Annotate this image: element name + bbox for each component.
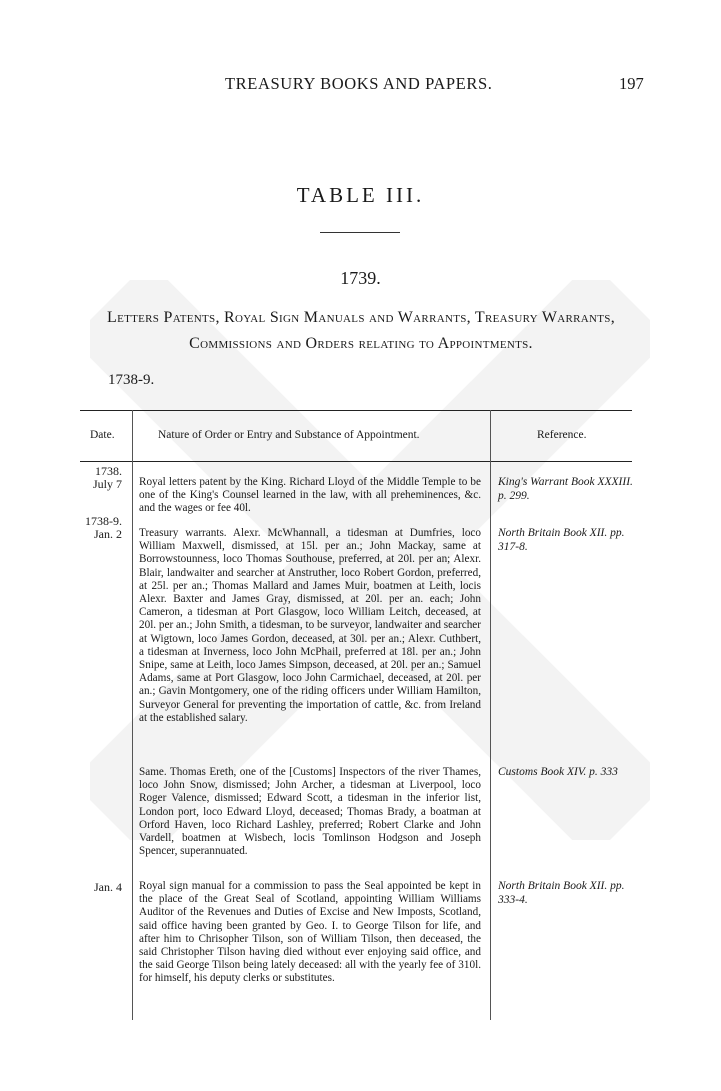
table-top-rule — [80, 410, 632, 411]
entry-reference — [498, 527, 644, 554]
period-label: 1738-9. — [108, 372, 155, 388]
entry-date-year: 1738-9. — [85, 514, 122, 528]
running-title: TREASURY BOOKS AND PAPERS. — [225, 74, 493, 93]
year-heading: 1739. — [340, 268, 381, 288]
entry-text: Same. Thomas Ereth, one of the [Customs] Inspectors of the river Thames, loco John Snow, dismissed; John Archer, a tidesman at Liverpool, loco Roger Valence, dismissed; Edward Scott, a tidesman in the inferior list, London port, loco Edward Lloyd, deceased; Thomas Brady, a boatman at Orford Haven, loco Richard Lashley, preferred; Robert Clarke and John Vardell, boatmen at Wisbech, locis Tomlinson Hodgson and Joseph Spencer, superannuated. — [139, 766, 481, 858]
page-number: 197 — [619, 74, 644, 93]
entry-date: July 7 — [92, 477, 122, 491]
entry-reference — [498, 880, 644, 907]
column-header-date: Date. — [90, 429, 115, 441]
entry-reference-text: King's Warrant Book XXXIII. p. 299. — [498, 476, 633, 502]
entry-reference-text: Customs Book XIV. p. 333 — [498, 766, 618, 778]
entry-reference-text: North Britain Book XII. pp. 317-8. — [498, 527, 625, 553]
entry-reference — [498, 476, 644, 503]
table-header-rule — [80, 461, 632, 462]
entry-reference-text: North Britain Book XII. pp. 333-4. — [498, 880, 625, 906]
title-rule — [320, 232, 400, 233]
entry-reference — [498, 766, 644, 780]
column-header-nature: Nature of Order or Entry and Substance of Appointment. — [158, 429, 420, 441]
section-heading: Letters Patents, Royal Sign Manuals and Warrants, Treasury Warrants, Commissions and Orders relating to Appointments. — [107, 309, 615, 352]
entry-text: Royal letters patent by the King. Richard Lloyd of the Middle Temple to be one of the King's Counsel learned in the law, with all preheminences, &c. and the wages or fee 40l. — [139, 476, 481, 515]
column-header-reference: Reference. — [537, 429, 587, 441]
entry-date: Jan. 2 — [94, 527, 122, 541]
entry-date: Jan. 4 — [94, 880, 122, 894]
entry-text: Treasury warrants. Alexr. McWhannall, a tidesman at Dumfries, loco William Maxwell, dismissed, at 15l. per an.; John Mackay, same at Borrowstounness, loco Thomas Southouse, preferred, at 20l. per an; Alexr. Blair, landwaiter and searcher at Anstruther, loco Robert Gordon, preferred, at 25l. per an.; Thomas Mallard and James Muir, boatmen at Leith, locis Alexr. Baxter and James Gray, dismissed, at 20l. per an. each; John Cameron, a tidesman at Port Glasgow, loco William Leitch, deceased, at 20l. per an.; John Smith, a tidesman, to be surveyor, landwaiter and searcher at Wigtown, loco James Gordon, deceased, at 30l. per an.; Alexr. Cuthbert, a tidesman at Inverness, loco John McPhail, preferred at 18l. per an.; John Snipe, same at Leith, loco James Simpson, deceased, at 20l. per an.; Samuel Adams, same at Port Glasgow, loco John Carmichael, deceased, at 20l. per an.; Gavin Montgomery, one of the riding officers under William Hamilton, Surveyor General for preventing the importation of cattle, &c. from Ireland at the established salary. — [139, 527, 481, 724]
running-head — [0, 74, 721, 98]
entry-date-year: 1738. — [95, 464, 122, 478]
column-divider-date — [132, 410, 133, 1020]
column-divider-reference — [490, 410, 491, 1020]
entry-text: Royal sign manual for a commission to pass the Seal appointed be kept in the place of the Great Seal of Scotland, appointing William Williams Auditor of the Revenues and Duties of Excise and New Imposts, Scotland, said office having been granted by Geo. I. to George Tilson for life, and after him to Chrisopher Tilson, son of William Tilson, then deceased, the said Christopher Tilson having died without ever enjoying said office, and the said George Tilson being lately deceased: all with the yearly fee of 310l. for himself, his deputy clerks or substitutes. — [139, 880, 481, 985]
table-title: TABLE III. — [296, 183, 425, 207]
